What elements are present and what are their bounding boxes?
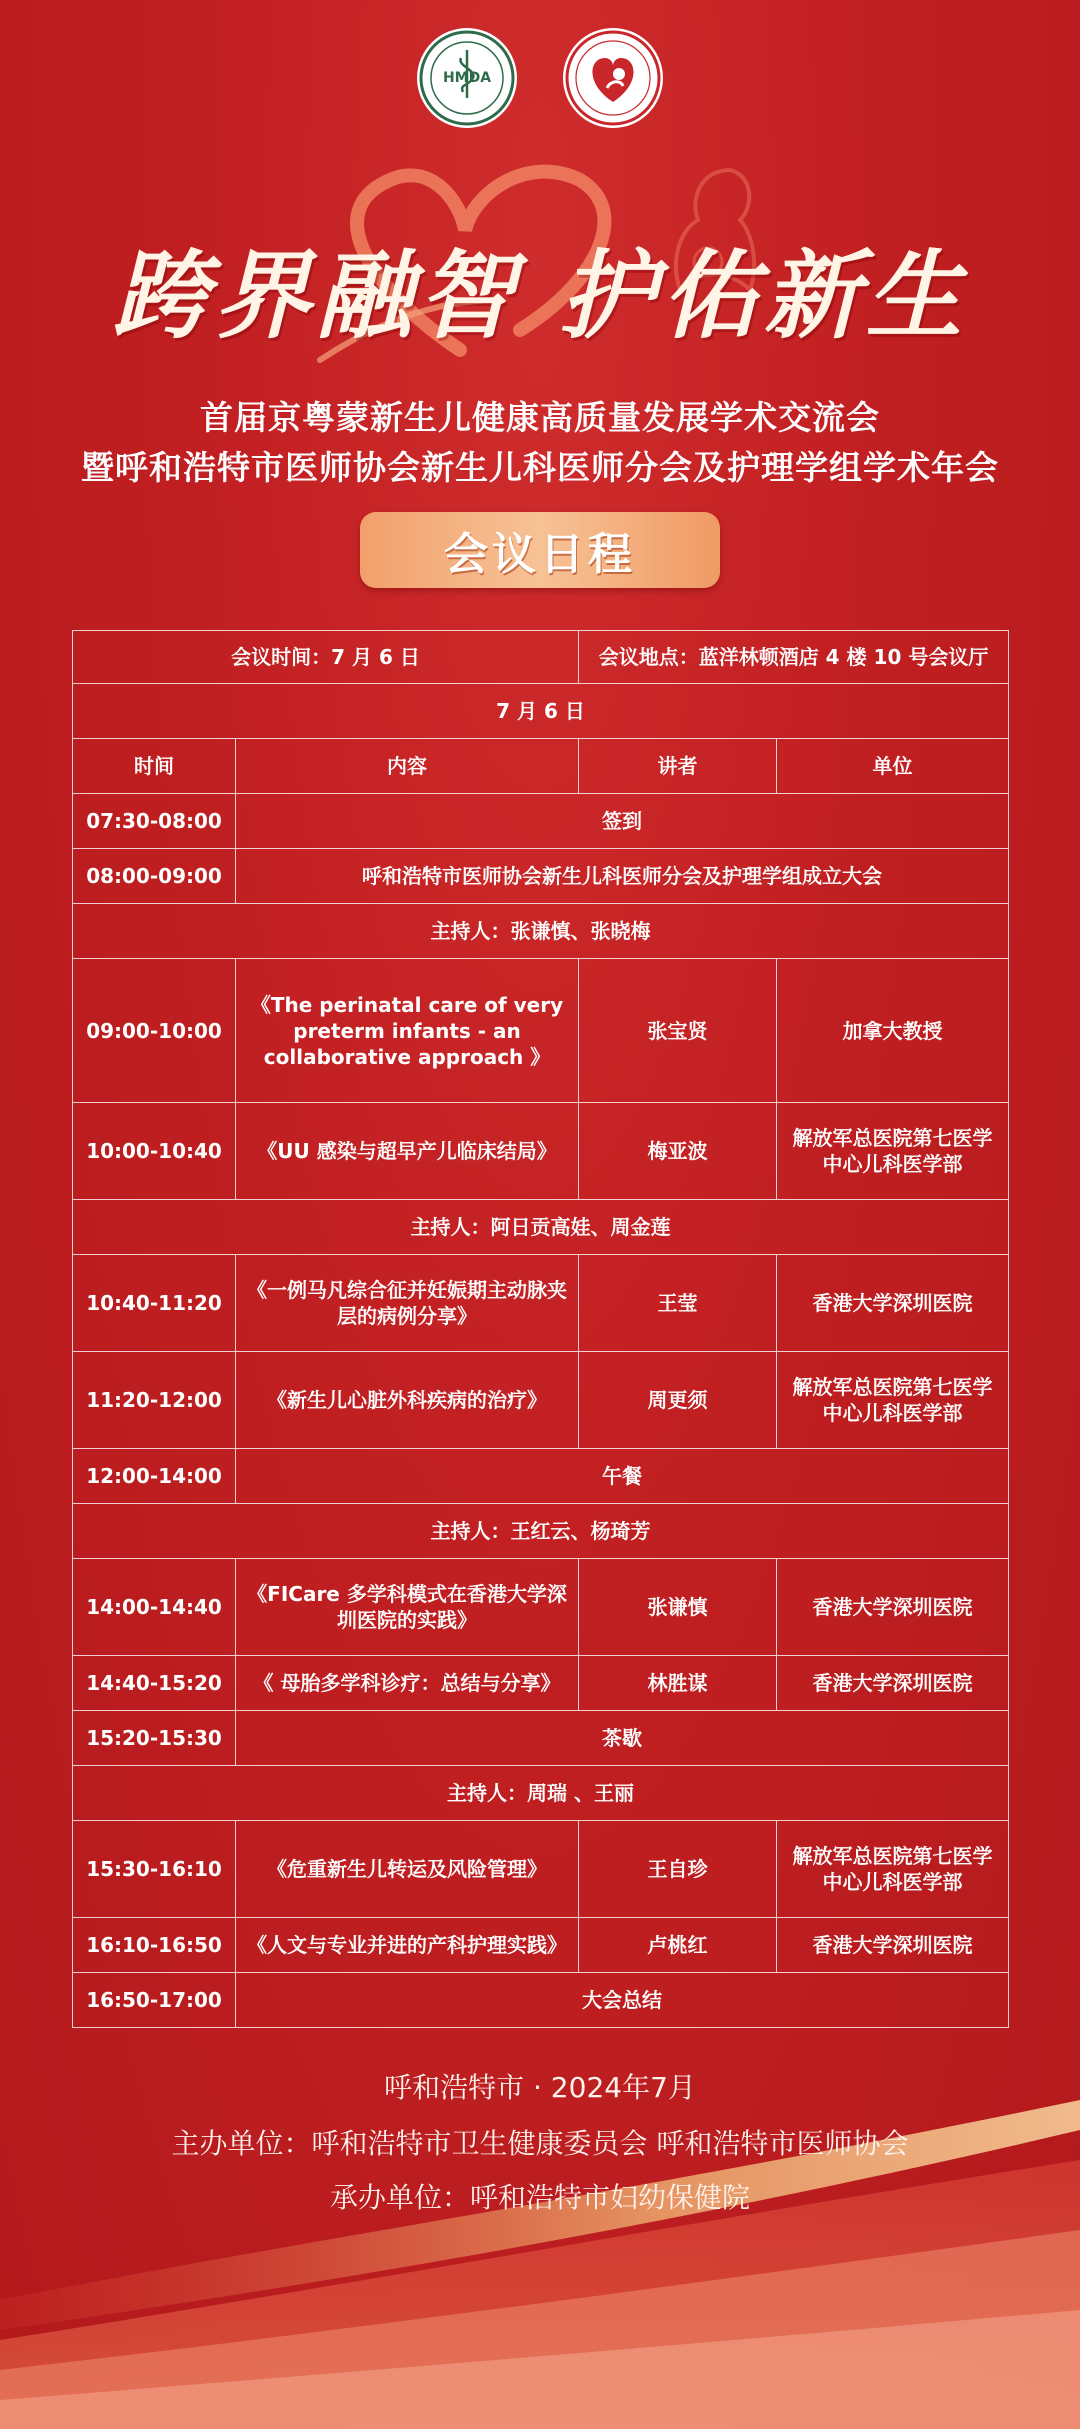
row-speaker: 张宝贤 (579, 959, 777, 1103)
row-speaker: 张谦慎 (579, 1559, 777, 1656)
meta-row (73, 631, 1009, 684)
hmda-seal-icon (417, 28, 517, 128)
table-row (73, 1255, 1009, 1352)
row-unit: 解放军总医院第七医学中心儿科医学部 (777, 1352, 1009, 1449)
footer-organizer: 主办单位：呼和浩特市卫生健康委员会 呼和浩特市医师协会 (171, 2127, 909, 2160)
header-row (73, 739, 1009, 794)
table-row (73, 1711, 1009, 1766)
row-time: 07:30-08:00 (73, 794, 236, 849)
row-speaker: 周更须 (579, 1352, 777, 1449)
row-unit: 解放军总医院第七医学中心儿科医学部 (777, 1821, 1009, 1918)
row-time: 08:00-09:00 (73, 849, 236, 904)
row-time: 15:30-16:10 (73, 1821, 236, 1918)
chair-text: 主持人：张谦慎、张晓梅 (73, 904, 1009, 959)
row-unit: 香港大学深圳医院 (777, 1656, 1009, 1711)
table-row (73, 1656, 1009, 1711)
row-content: 大会总结 (236, 1973, 1009, 2028)
meeting-date: 7 月 6 日 (73, 684, 1009, 739)
chair-text: 主持人：王红云、杨琦芳 (73, 1504, 1009, 1559)
row-time: 12:00-14:00 (73, 1449, 236, 1504)
meeting-time: 会议时间：7 月 6 日 (73, 631, 579, 684)
row-unit: 加拿大教授 (777, 959, 1009, 1103)
agenda-badge-label: 会议日程 (444, 529, 636, 580)
row-time: 11:20-12:00 (73, 1352, 236, 1449)
table-row (73, 849, 1009, 904)
row-content: 《FICare 多学科模式在香港大学深圳医院的实践》 (236, 1559, 579, 1656)
footer-place-date: 呼和浩特市 · 2024年7月 (384, 2071, 696, 2104)
chair-row (73, 904, 1009, 959)
table-row (73, 1103, 1009, 1200)
row-time: 10:40-11:20 (73, 1255, 236, 1352)
hmda-logo (417, 28, 517, 128)
row-unit: 解放军总医院第七医学中心儿科医学部 (777, 1103, 1009, 1200)
row-time: 15:20-15:30 (73, 1711, 236, 1766)
row-time: 16:50-17:00 (73, 1973, 236, 2028)
chair-row (73, 1504, 1009, 1559)
row-unit: 香港大学深圳医院 (777, 1559, 1009, 1656)
mother-child-heart-icon (563, 28, 663, 128)
row-time: 09:00-10:00 (73, 959, 236, 1103)
header-time: 时间 (73, 739, 236, 794)
row-content: 签到 (236, 794, 1009, 849)
row-content: 《一例马凡综合征并妊娠期主动脉夹层的病例分享》 (236, 1255, 579, 1352)
row-time: 14:00-14:40 (73, 1559, 236, 1656)
row-unit: 香港大学深圳医院 (777, 1918, 1009, 1973)
row-content: 茶歇 (236, 1711, 1009, 1766)
chair-row (73, 1200, 1009, 1255)
row-speaker: 林胜谋 (579, 1656, 777, 1711)
table-row (73, 1973, 1009, 2028)
hmda-logo-text: HMDA (442, 70, 492, 86)
calligraphy-title: 跨界融智 护佑新生 (112, 239, 968, 352)
maternal-child-hospital-logo (563, 28, 663, 128)
agenda-badge (360, 512, 720, 588)
conference-title-line2: 暨呼和浩特市医师协会新生儿科医师分会及护理学组学术年会 (81, 448, 999, 487)
row-content: 《新生儿心脏外科疾病的治疗》 (236, 1352, 579, 1449)
header-unit: 单位 (777, 739, 1009, 794)
logo-row (0, 28, 1080, 128)
row-content: 《 母胎多学科诊疗：总结与分享》 (236, 1656, 579, 1711)
table-row (73, 794, 1009, 849)
row-speaker: 卢桃红 (579, 1918, 777, 1973)
row-content: 《危重新生儿转运及风险管理》 (236, 1821, 579, 1918)
schedule-table (72, 630, 1009, 2028)
row-content: 呼和浩特市医师协会新生儿科医师分会及护理学组成立大会 (236, 849, 1009, 904)
footer-host: 承办单位：呼和浩特市妇幼保健院 (329, 2181, 750, 2214)
row-speaker: 梅亚波 (579, 1103, 777, 1200)
meeting-place: 会议地点：蓝洋林顿酒店 4 楼 10 号会议厅 (579, 631, 1009, 684)
table-row (73, 1559, 1009, 1656)
header-speaker: 讲者 (579, 739, 777, 794)
row-time: 10:00-10:40 (73, 1103, 236, 1200)
header-content: 内容 (236, 739, 579, 794)
chair-text: 主持人：周瑞 、王丽 (73, 1766, 1009, 1821)
table-row (73, 1449, 1009, 1504)
table-row (73, 1821, 1009, 1918)
row-unit: 香港大学深圳医院 (777, 1255, 1009, 1352)
row-speaker: 王莹 (579, 1255, 777, 1352)
table-row (73, 1918, 1009, 1973)
row-time: 16:10-16:50 (73, 1918, 236, 1973)
chair-row (73, 1766, 1009, 1821)
date-row (73, 684, 1009, 739)
row-content: 《UU 感染与超早产儿临床结局》 (236, 1103, 579, 1200)
row-content: 午餐 (236, 1449, 1009, 1504)
table-row (73, 959, 1009, 1103)
row-content: 《人文与专业并进的产科护理实践》 (236, 1918, 579, 1973)
chair-text: 主持人：阿日贡高娃、周金莲 (73, 1200, 1009, 1255)
row-time: 14:40-15:20 (73, 1656, 236, 1711)
row-content: 《The perinatal care of very preterm infants - an collaborative approach 》 (236, 959, 579, 1103)
conference-title-line1: 首届京粤蒙新生儿健康高质量发展学术交流会 (200, 398, 880, 437)
row-speaker: 王自珍 (579, 1821, 777, 1918)
table-row (73, 1352, 1009, 1449)
